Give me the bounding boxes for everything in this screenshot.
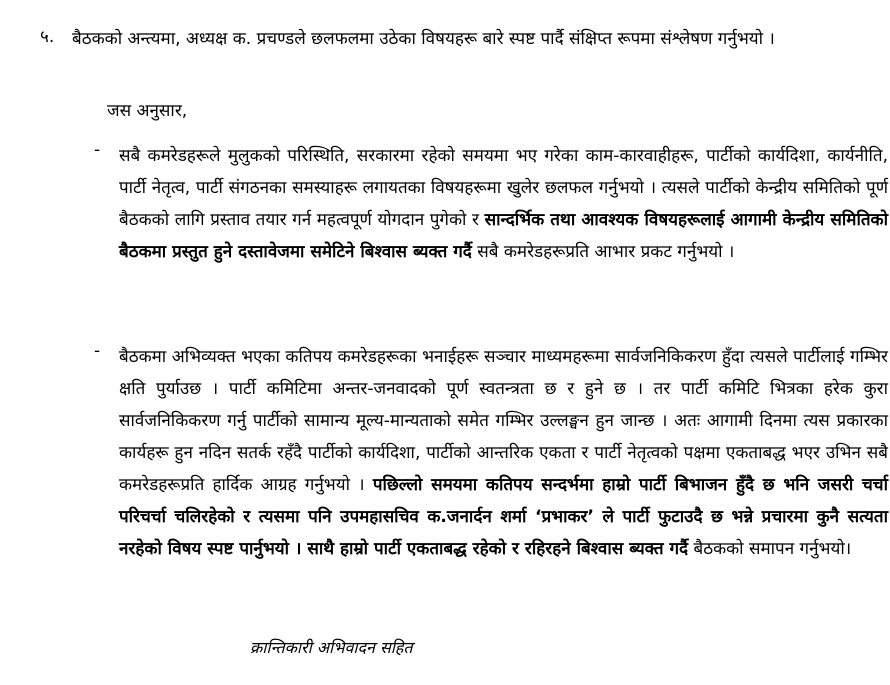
item-number: ५. <box>40 27 55 47</box>
item-text: बैठकको अन्त्यमा, अध्यक्ष क. प्रचण्डले छलफलमा उठेका विषयहरू बारे स्पष्ट पार्दै संक्षिप्त रूपमा संश्लेषण गर्नुभयो । <box>72 29 775 49</box>
bullet-dash: - <box>94 341 101 361</box>
bullet-text-plain-end: सबै कमरेडहरूप्रति आभार प्रकट गर्नुभयो । <box>471 242 735 262</box>
closing-salutation: क्रान्तिकारी अभिवादन सहित <box>250 638 413 657</box>
bullet-paragraph <box>119 140 888 268</box>
bullet-text-plain: बैठकमा अभिव्यक्त भएका कतिपय कमरेडहरूका भनाईहरू सञ्चार माध्यमहरूमा सार्वजनिकिकरण हुँदा त्यसले पार्टीलाई गम्भिर क्षति पुर्याउछ । पार्टी कमिटिमा अन्तर-जनवादको पूर्ण स्वतन्त्रता छ र हुने छ । तर पार्टी कमिटि भित्रका हरेक कुरा सार्वजनिकिकरण गर्नु पार्टीको सामान्य मूल्य-मान्यताको समेत गम्भिर उल्लङ्घन हुन जान्छ । अतः आगामी दिनमा त्यस प्रकारका कार्यहरू हुन नदिन सतर्क रहँदै पार्टीको कार्यदिशा, पार्टीको आन्तरिक एकता र पार्टी नेतृत्वको पक्षमा एकताबद्ध भएर उभिन सबै कमरेडहरूप्रति हार्दिक आग्रह गर्नुभयो । <box>119 347 888 495</box>
bullet-paragraph <box>119 341 888 565</box>
bullet-dash: - <box>94 140 101 160</box>
bullet-text-bold: सान्दर्भिक तथा आवश्यक विषयहरूलाई आगामी केन्द्रीय समितिको बैठकमा प्रस्तुत हुने दस्तावेजमा समेटिने बिश्वास ब्यक्त गर्दै <box>119 210 888 262</box>
bullet-text-plain-end: बैठकको समापन गर्नुभयो। <box>688 539 852 559</box>
bullet-text-plain: सबै कमरेडहरूले मुलुकको परिस्थिति, सरकारमा रहेको समयमा भए गरेका काम-कारवाहीहरू, पार्टीको कार्यदिशा, कार्यनीति, पार्टी नेतृत्व, पार्टी संगठनका समस्याहरू लगायतका विषयहरूमा खुलेर छलफल गर्नुभयो । त्यसले पार्टीको केन्द्रीय समितिको पूर्ण बैठकको लागि प्रस्ताव तयार गर्न महत्वपूर्ण योगदान पुगेको र <box>119 146 888 230</box>
intro-text: जस अनुसार, <box>107 101 188 121</box>
bullet-text-bold: पछिल्लो समयमा कतिपय सन्दर्भमा हाम्रो पार्टी बिभाजन हुँदै छ भनि जसरी चर्चा परिचर्चा चलिरहेको र त्यसमा पनि उपमहासचिव क.जनार्दन शर्मा ‘प्रभाकर’ ले पार्टी फुटाउदै छ भन्ने प्रचारमा कुनै सत्यता नरहेको विषय स्पष्ट पार्नुभयो । साथै हाम्रो पार्टी एकताबद्ध रहेको र रहिरहने बिश्वास ब्यक्त गर्दै <box>119 475 889 559</box>
